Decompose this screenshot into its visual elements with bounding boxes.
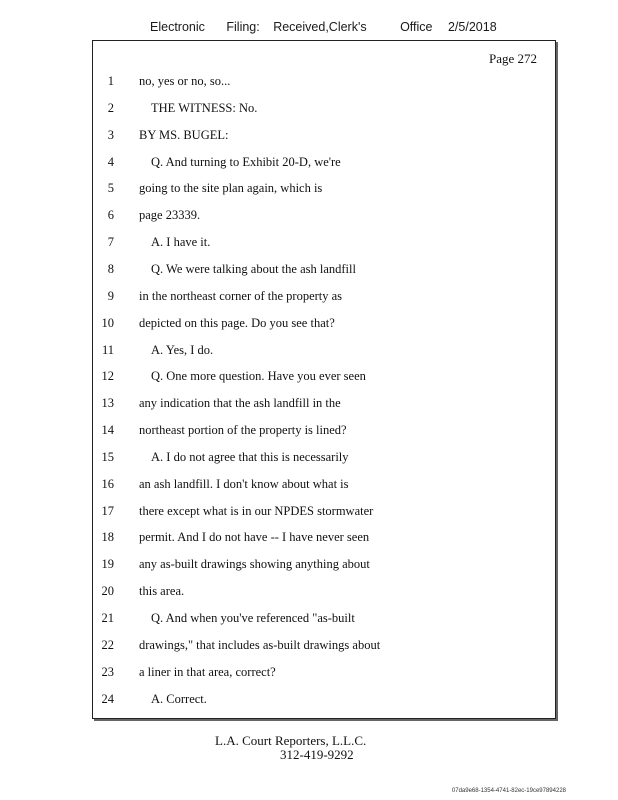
transcript-line: [93, 369, 555, 396]
line-text: A. Yes, I do.: [151, 342, 214, 357]
line-text: Q. One more question. Have you ever seen: [151, 369, 366, 384]
transcript-line: [93, 450, 555, 477]
transcript-line: [93, 74, 555, 101]
line-text: drawings," that includes as-built drawings about: [139, 637, 381, 652]
transcript-line: [93, 504, 555, 531]
line-number: 18: [101, 530, 114, 545]
line-text: depicted on this page. Do you see that?: [139, 315, 335, 330]
line-number: 6: [107, 208, 114, 223]
filing-header-office: Office: [400, 20, 433, 34]
line-number: 16: [101, 476, 114, 491]
line-text: Q. We were talking about the ash landfill: [151, 261, 356, 276]
transcript-line: [93, 155, 555, 182]
line-number: 15: [101, 449, 114, 464]
line-text: BY MS. BUGEL:: [139, 127, 229, 142]
line-number: 13: [101, 396, 114, 411]
line-number: 17: [101, 503, 114, 518]
line-number: 8: [107, 261, 114, 276]
transcript-line: [93, 611, 555, 638]
transcript-line: [93, 692, 555, 719]
line-text: A. Correct.: [151, 691, 207, 706]
line-text: a liner in that area, correct?: [139, 664, 276, 679]
line-text: this area.: [139, 584, 185, 599]
line-text: THE WITNESS: No.: [151, 100, 258, 115]
transcript-line: [93, 530, 555, 557]
filing-header: [150, 20, 497, 34]
line-text: going to the site plan again, which is: [139, 181, 323, 196]
filing-header-date: 2/5/2018: [447, 20, 497, 34]
line-number: 1: [107, 74, 114, 88]
transcript-line: [93, 181, 555, 208]
line-text: A. I do not agree that this is necessarily: [151, 449, 349, 464]
transcript-line: [93, 128, 555, 155]
line-text: no, yes or no, so...: [139, 74, 231, 88]
footer-phone: 312-419-9292: [280, 747, 354, 762]
transcript-line: [93, 638, 555, 665]
footer-firm: L.A. Court Reporters, L.L.C.: [215, 733, 367, 748]
transcript-line: [93, 235, 555, 262]
transcript-line: [93, 289, 555, 316]
line-text: permit. And I do not have -- I have never seen: [139, 530, 370, 545]
transcript-line: [93, 396, 555, 423]
line-number: 10: [101, 315, 114, 330]
line-number: 19: [101, 557, 114, 572]
transcript-line: [93, 101, 555, 128]
line-number: 7: [107, 235, 114, 250]
line-text: there except what is in our NPDES stormwater: [139, 503, 374, 518]
line-number: 5: [107, 181, 114, 196]
line-number: 9: [107, 288, 114, 303]
line-number: 3: [107, 127, 114, 142]
transcript-line: [93, 477, 555, 504]
line-text: northeast portion of the property is lined?: [139, 423, 347, 438]
page-number: Page 272: [488, 51, 537, 66]
line-number: 14: [101, 423, 114, 438]
line-text: Q. And turning to Exhibit 20-D, we're: [151, 154, 341, 169]
document-id: 07da9e68-1354-4741-82ec-19ce97894228: [451, 788, 566, 794]
transcript-page: [92, 40, 556, 719]
filing-header-received: Received,Clerk's: [273, 20, 367, 34]
transcript-line: [93, 262, 555, 289]
line-number: 12: [101, 369, 114, 384]
transcript-line: [93, 665, 555, 692]
line-number: 20: [101, 584, 114, 599]
line-number: 2: [107, 100, 114, 115]
line-number: 4: [107, 154, 114, 169]
line-text: in the northeast corner of the property as: [139, 288, 343, 303]
line-text: page 23339.: [139, 208, 201, 223]
line-number: 22: [101, 637, 114, 652]
line-number: 23: [101, 664, 114, 679]
line-text: A. I have it.: [151, 235, 211, 250]
line-text: any as-built drawings showing anything about: [139, 557, 370, 572]
transcript-line: [93, 316, 555, 343]
line-number: 11: [101, 342, 114, 357]
line-number: 24: [101, 691, 114, 706]
transcript-line: [93, 343, 555, 370]
transcript-line: [93, 423, 555, 450]
line-text: Q. And when you've referenced "as-built: [151, 611, 355, 625]
line-text: any indication that the ash landfill in the: [139, 396, 341, 411]
filing-header-electronic: Electronic: [150, 20, 205, 34]
filing-header-filing: Filing:: [226, 20, 260, 34]
transcript-line: [93, 584, 555, 611]
line-number: 21: [101, 611, 114, 625]
line-text: an ash landfill. I don't know about what is: [139, 476, 349, 491]
transcript-line: [93, 208, 555, 235]
transcript-line: [93, 557, 555, 584]
